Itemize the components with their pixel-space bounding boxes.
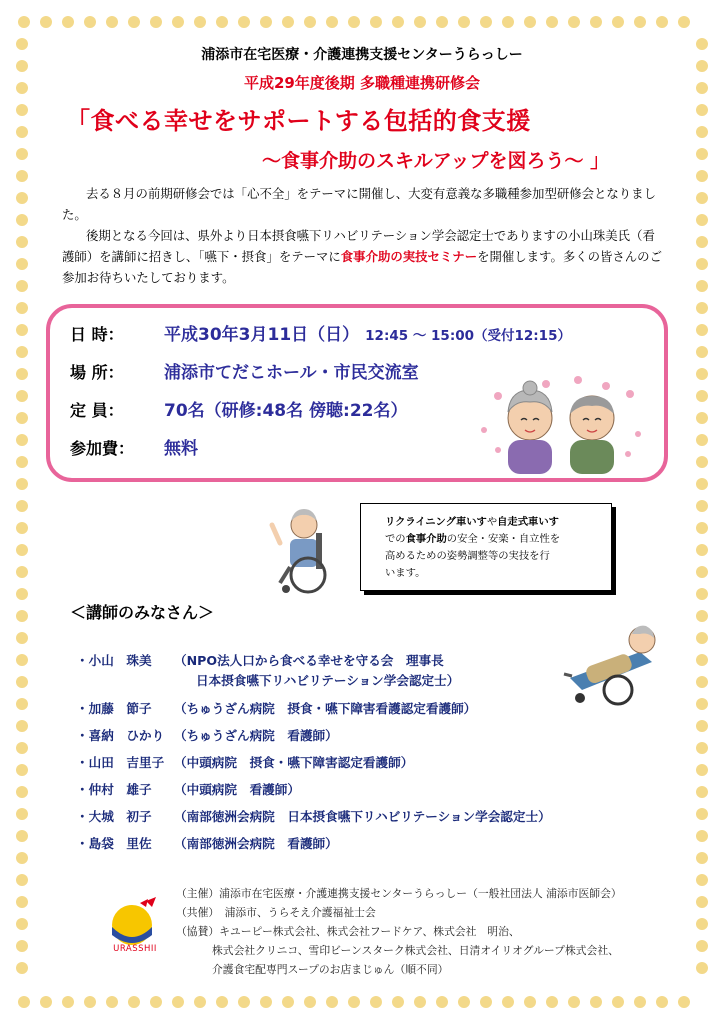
border-circle — [696, 874, 708, 886]
border-circle — [696, 456, 708, 468]
lecturer-name: ・小山 珠美 — [76, 653, 152, 668]
border-circle — [414, 996, 426, 1008]
border-circle — [326, 16, 338, 28]
border-circle — [16, 610, 28, 622]
border-circle — [260, 996, 272, 1008]
callout-line-1 — [385, 514, 611, 531]
border-circle — [696, 654, 708, 666]
border-circle — [150, 16, 162, 28]
footer-sponsor-3: 介護食宅配専門スープのお店まじゅん（順不同） — [212, 963, 449, 976]
fee-value: 無料 — [164, 439, 198, 459]
border-circle — [656, 16, 668, 28]
border-circle — [194, 996, 206, 1008]
border-circle — [16, 104, 28, 116]
border-circle — [16, 456, 28, 468]
border-circle — [16, 522, 28, 534]
border-circle — [16, 148, 28, 160]
border-circle — [16, 852, 28, 864]
border-circle — [16, 170, 28, 182]
lecturer-row — [76, 806, 551, 825]
border-circle — [16, 258, 28, 270]
border-circle — [128, 996, 140, 1008]
border-circle — [612, 16, 624, 28]
border-circle — [678, 996, 690, 1008]
border-circle — [524, 16, 536, 28]
border-circle — [392, 16, 404, 28]
lecturer-row — [76, 650, 444, 669]
border-circle — [612, 996, 624, 1008]
callout-selfpropelled: 自走式車いす — [497, 516, 559, 528]
intro-text — [62, 183, 662, 288]
logo-text: URASSHII — [113, 944, 157, 954]
border-circle — [16, 786, 28, 798]
border-circle — [480, 996, 492, 1008]
lecturer-role: （中頭病院 摂食・嚥下障害認定看護師） — [174, 755, 414, 770]
border-circle — [696, 852, 708, 864]
border-circle — [458, 996, 470, 1008]
footer-sponsor-1: （協賛）キユーピー株式会社、株式会社フードケア、株式会社 明治、 — [176, 925, 520, 938]
info-row-date — [70, 320, 571, 345]
flower-icon — [481, 376, 641, 457]
border-circle — [304, 16, 316, 28]
border-circle — [696, 500, 708, 512]
border-circle — [16, 478, 28, 490]
border-circle — [16, 280, 28, 292]
lecturer-role: 日本摂食嚥下リハビリテーション学会認定士） — [196, 673, 460, 688]
border-circle — [696, 896, 708, 908]
urasshii-logo-icon — [104, 895, 164, 951]
border-circle — [524, 996, 536, 1008]
callout-line-3: 高めるための姿勢調整等の実技を行 — [385, 550, 550, 562]
border-circle — [696, 940, 708, 952]
capacity-value: 70名（研修:48名 傍聴:22名） — [164, 401, 408, 421]
border-circle — [18, 16, 30, 28]
border-circle — [84, 996, 96, 1008]
border-circle — [696, 434, 708, 446]
border-circle — [18, 996, 30, 1008]
border-circle — [16, 588, 28, 600]
border-circle — [590, 996, 602, 1008]
intro-text-a: 後期となる今回は、県外より日本摂食嚥下リハビリテーション学会認定士でありますの小山珠美氏（看護師）を講師に招きし、「嚥下・摂食」をテーマに — [62, 228, 655, 264]
border-circle — [16, 302, 28, 314]
border-circle — [634, 996, 646, 1008]
border-circle — [696, 236, 708, 248]
border-circle — [696, 764, 708, 776]
lecturer-row — [76, 698, 476, 717]
lecturer-row — [76, 725, 338, 744]
border-circle — [304, 996, 316, 1008]
border-circle — [392, 996, 404, 1008]
wheelchair-user-illustration — [268, 503, 340, 595]
fee-label: 参加費： — [70, 439, 135, 458]
time-value: 12:45 ～ 15:00（受付12:15） — [365, 328, 571, 344]
border-circle — [696, 214, 708, 226]
footer-host: （主催）浦添市在宅医療・介護連携支援センターうらっしー（一般社団法人 浦添市医師会） — [176, 887, 622, 900]
border-circle — [696, 170, 708, 182]
border-circle — [678, 16, 690, 28]
border-circle — [16, 324, 28, 336]
border-circle — [326, 996, 338, 1008]
callout-ya: や — [486, 516, 498, 528]
border-circle — [16, 676, 28, 688]
lecturer-name: ・山田 吉里子 — [76, 755, 165, 770]
lecturer-role: （中頭病院 看護師） — [174, 782, 300, 797]
border-circle — [696, 368, 708, 380]
event-subtitle: 平成29年度後期 多職種連携研修会 — [243, 74, 481, 92]
callout-recliner: リクライニング車いす — [385, 516, 487, 528]
lecturer-row — [76, 752, 413, 771]
intro-highlight: 食事介助の実技セミナー — [340, 249, 478, 264]
capacity-label: 定 員： — [70, 401, 124, 420]
border-circle — [16, 940, 28, 952]
border-circle — [16, 214, 28, 226]
lecturer-role: （南部徳洲会病院 日本摂食嚥下リハビリテーション学会認定士） — [174, 809, 551, 824]
border-circle — [502, 16, 514, 28]
border-circle — [370, 16, 382, 28]
lecturer-name: ・加藤 節子 — [76, 701, 152, 716]
lecturer-name: ・仲村 雄子 — [76, 782, 152, 797]
border-circle — [696, 610, 708, 622]
footer-cohost: （共催） 浦添市、うらそえ介護福祉士会 — [176, 906, 376, 919]
elderly-couple-illustration — [478, 372, 646, 476]
border-circle — [656, 996, 668, 1008]
info-row-place — [70, 358, 419, 383]
border-circle — [696, 962, 708, 974]
main-title-sub: ～食事介助のスキルアップを図ろう～ 」 — [262, 150, 610, 172]
border-circle — [696, 412, 708, 424]
border-circle — [62, 996, 74, 1008]
border-circle — [282, 996, 294, 1008]
border-circle — [16, 896, 28, 908]
border-circle — [696, 830, 708, 842]
intro-paragraph-2 — [62, 225, 662, 288]
intro-paragraph-1: 去る８月の前期研修会では「心不全」をテーマに開催し、大変有意義な多職種参加型研修会となりました。 — [62, 186, 656, 222]
lecturer-row — [196, 670, 459, 689]
border-circle — [348, 16, 360, 28]
border-circle — [696, 742, 708, 754]
lecturer-row — [76, 779, 300, 798]
border-circle — [16, 368, 28, 380]
border-circle — [16, 192, 28, 204]
border-circle — [16, 808, 28, 820]
lecturers-heading: ＜講師のみなさん＞ — [70, 603, 215, 622]
border-circle — [16, 720, 28, 732]
border-circle — [216, 16, 228, 28]
lecturer-name: ・島袋 里佐 — [76, 836, 152, 851]
border-circle — [414, 16, 426, 28]
border-circle — [16, 434, 28, 446]
border-circle — [546, 16, 558, 28]
border-circle — [16, 566, 28, 578]
border-circle — [696, 632, 708, 644]
info-row-capacity — [70, 396, 408, 421]
date-label: 日 時： — [70, 325, 124, 344]
border-circle — [696, 698, 708, 710]
border-circle — [128, 16, 140, 28]
border-circle — [568, 16, 580, 28]
border-circle — [282, 16, 294, 28]
organizer-title: 浦添市在宅医療・介護連携支援センターうらっしー — [201, 47, 523, 63]
border-circle — [546, 996, 558, 1008]
border-circle — [696, 566, 708, 578]
border-circle — [348, 996, 360, 1008]
callout-line-4: います。 — [385, 567, 426, 579]
border-circle — [16, 390, 28, 402]
lecturer-name: ・喜納 ひかり — [76, 728, 165, 743]
reclining-wheelchair-illustration — [560, 616, 670, 706]
border-circle — [696, 808, 708, 820]
border-circle — [696, 126, 708, 138]
callout-box — [360, 503, 612, 591]
border-circle — [436, 996, 448, 1008]
border-circle — [696, 522, 708, 534]
border-circle — [84, 16, 96, 28]
border-circle — [696, 918, 708, 930]
border-circle — [216, 996, 228, 1008]
border-circle — [260, 16, 272, 28]
border-circle — [16, 544, 28, 556]
callout-deno: での — [385, 533, 406, 545]
border-circle — [194, 16, 206, 28]
lecturer-role: （ちゅうざん病院 摂食・嚥下障害看護認定看護師） — [174, 701, 477, 716]
border-circle — [696, 390, 708, 402]
border-circle — [590, 16, 602, 28]
border-circle — [502, 996, 514, 1008]
place-label: 場 所： — [70, 363, 124, 382]
border-circle — [696, 544, 708, 556]
border-circle — [696, 324, 708, 336]
footer-sponsor-2: 株式会社クリニコ、雪印ビーンスターク株式会社、日清オイリオグループ株式会社、 — [212, 944, 619, 957]
border-circle — [150, 996, 162, 1008]
border-circle — [568, 996, 580, 1008]
date-value: 平成30年3月11日（日） — [164, 325, 360, 345]
border-circle — [696, 676, 708, 688]
border-circle — [172, 996, 184, 1008]
border-circle — [16, 698, 28, 710]
place-value: 浦添市てだこホール・市民交流室 — [164, 363, 419, 383]
border-circle — [16, 500, 28, 512]
intro-text-b: を開催します。多くの皆さんのご参加お待ちいたしております。 — [62, 249, 662, 285]
border-circle — [436, 16, 448, 28]
border-circle — [16, 632, 28, 644]
info-row-fee — [70, 434, 198, 459]
border-circle — [106, 16, 118, 28]
lecturer-row — [76, 833, 338, 852]
lecturer-role: （ちゅうざん病院 看護師） — [174, 728, 338, 743]
border-circle — [40, 996, 52, 1008]
border-circle — [696, 478, 708, 490]
border-circle — [696, 148, 708, 160]
border-circle — [696, 720, 708, 732]
lecturer-role: （NPO法人口から食べる幸せを守る会 理事長 — [174, 653, 444, 668]
border-circle — [696, 588, 708, 600]
border-circle — [16, 764, 28, 776]
border-circle — [480, 16, 492, 28]
footer-credits — [176, 884, 622, 979]
border-circle — [696, 280, 708, 292]
border-circle — [16, 742, 28, 754]
border-circle — [370, 996, 382, 1008]
border-circle — [696, 192, 708, 204]
callout-meal-assist: 食事介助 — [405, 533, 447, 545]
border-circle — [634, 16, 646, 28]
border-circle — [16, 236, 28, 248]
border-circle — [696, 302, 708, 314]
border-circle — [238, 996, 250, 1008]
border-circle — [16, 412, 28, 424]
border-circle — [16, 918, 28, 930]
callout-safety: の安全・安楽・自立性を — [446, 533, 561, 545]
border-circle — [696, 258, 708, 270]
border-circle — [696, 346, 708, 358]
border-circle — [16, 874, 28, 886]
border-circle — [172, 16, 184, 28]
border-circle — [16, 830, 28, 842]
border-circle — [696, 786, 708, 798]
border-circle — [16, 346, 28, 358]
border-circle — [16, 654, 28, 666]
border-circle — [16, 126, 28, 138]
lecturer-name: ・大城 初子 — [76, 809, 152, 824]
main-title: 「食べる幸せをサポートする包括的食支援 — [66, 107, 531, 135]
border-circle — [106, 996, 118, 1008]
border-circle — [62, 16, 74, 28]
border-circle — [696, 104, 708, 116]
border-circle — [40, 16, 52, 28]
border-circle — [238, 16, 250, 28]
border-circle — [458, 16, 470, 28]
border-circle — [16, 962, 28, 974]
callout-line-2 — [385, 531, 611, 548]
lecturer-role: （南部徳洲会病院 看護師） — [174, 836, 338, 851]
